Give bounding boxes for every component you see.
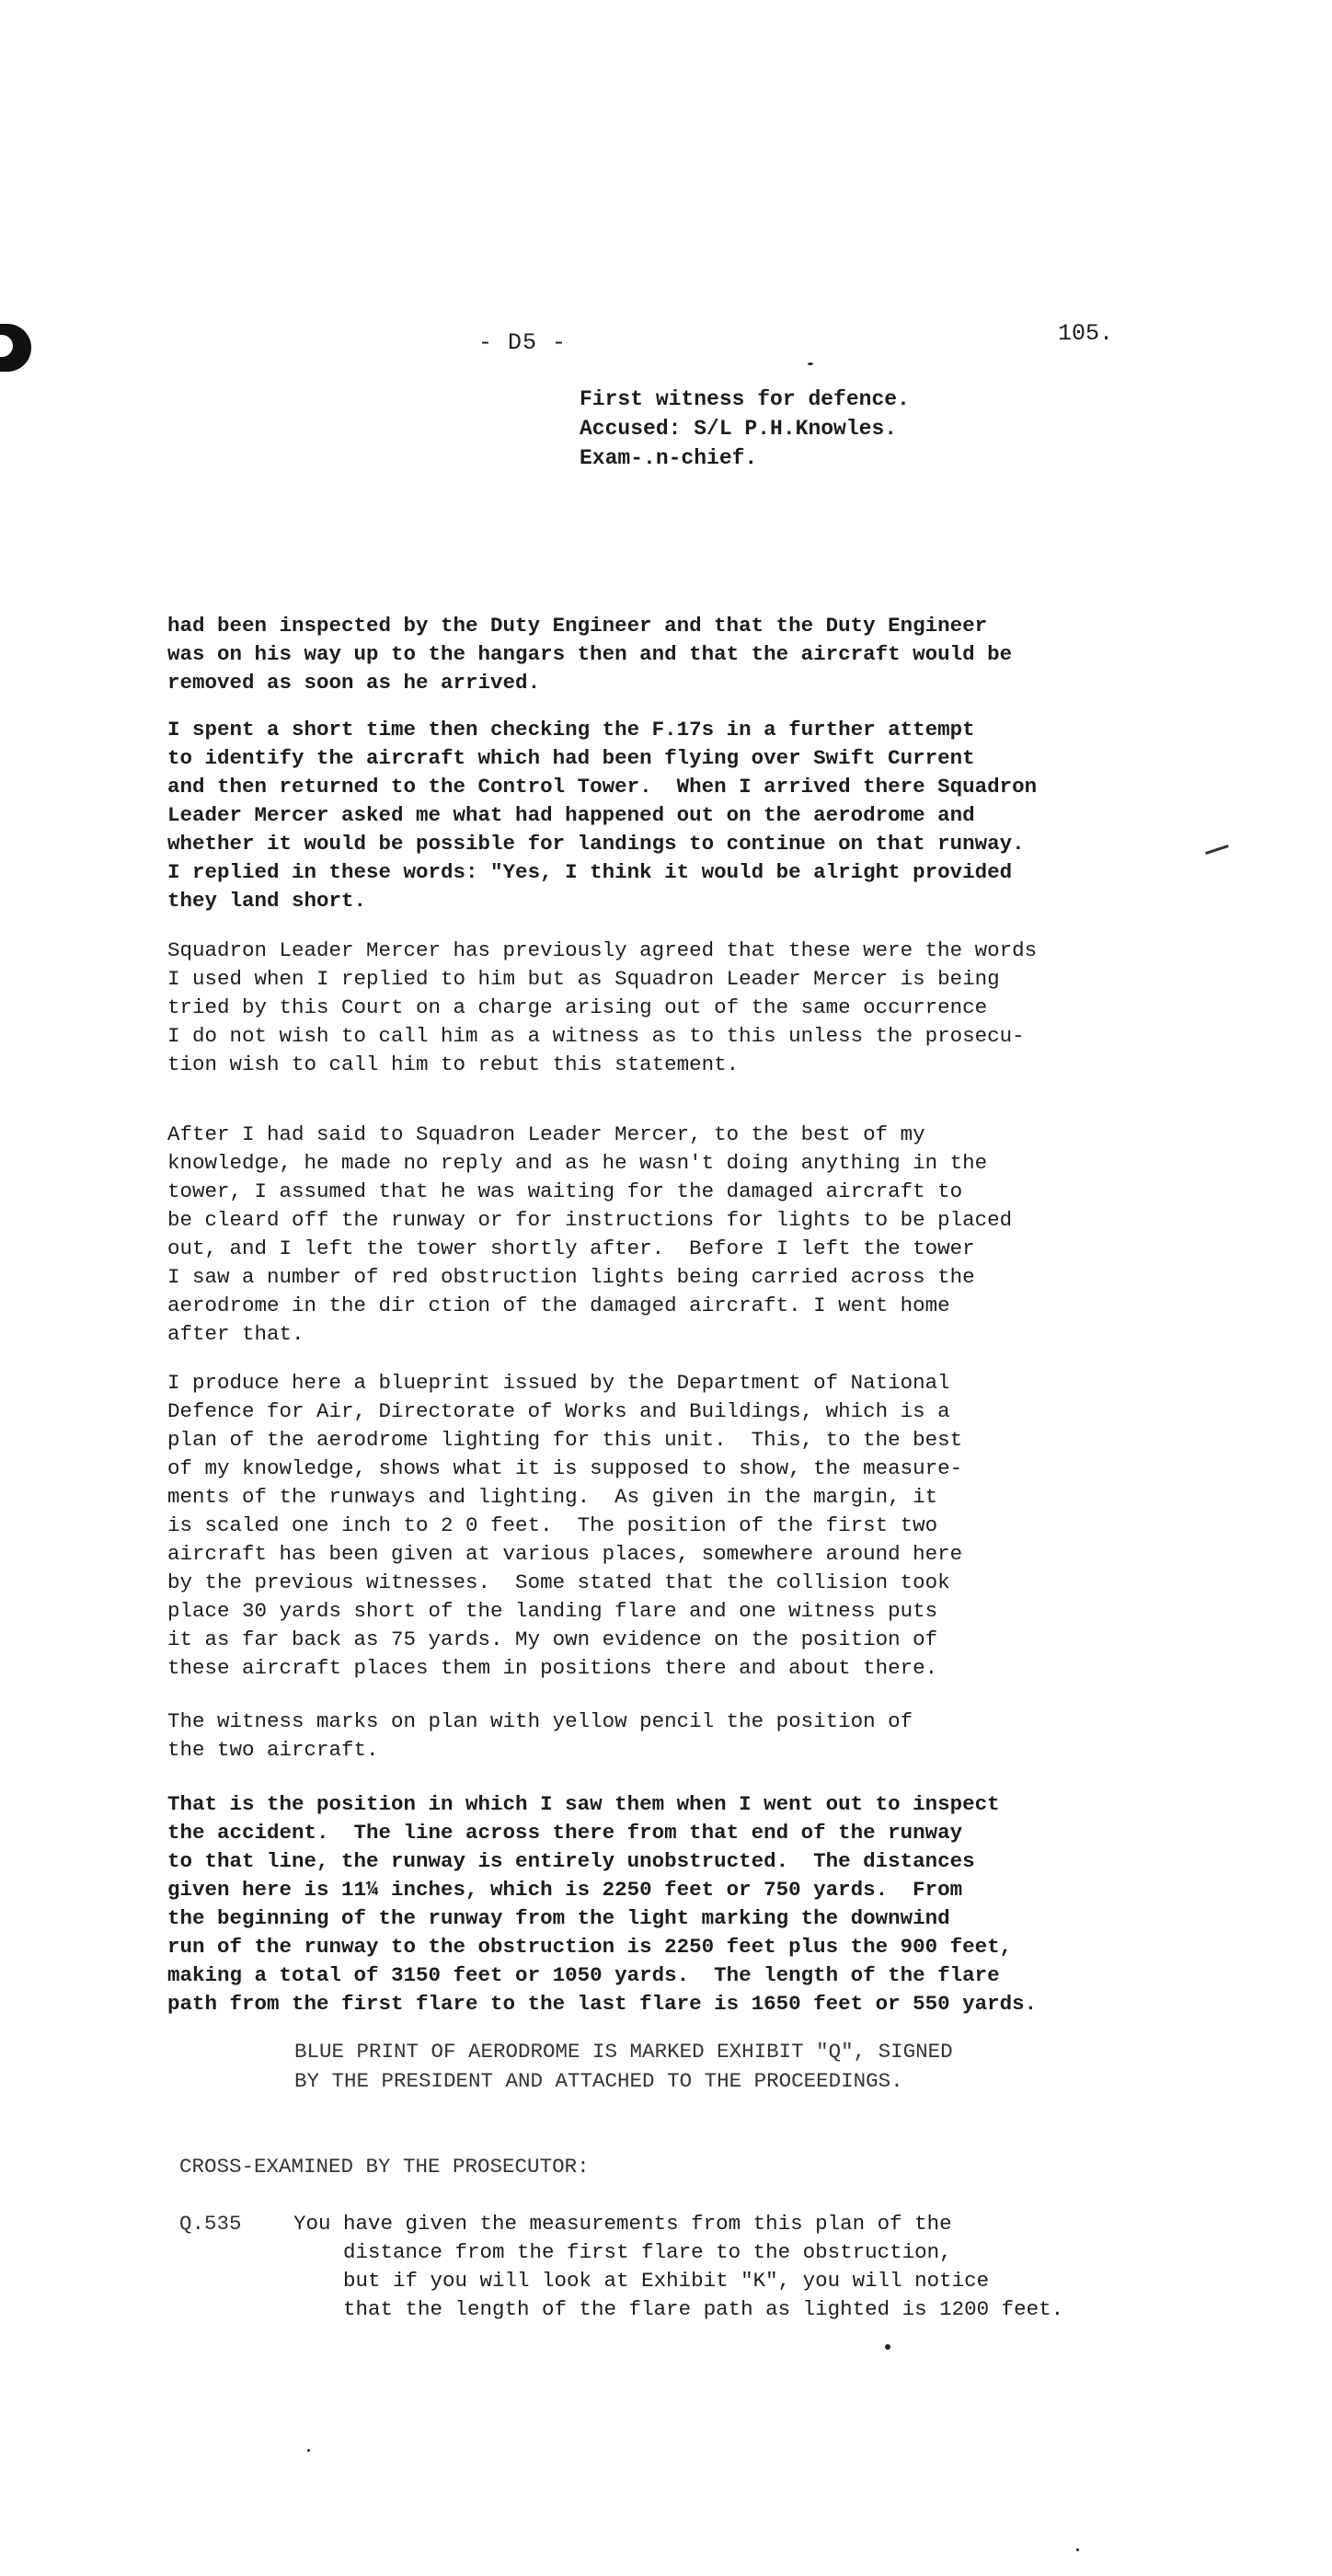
heading-line-exam: Exam-.n-chief. <box>580 446 758 470</box>
paragraph-blueprint: I produce here a blueprint issued by the Department of National Defence for Air, Directorate of Works and Buildings, which is a plan of the aerodrome lighting for this unit. This, to the best of my knowledge, shows what it is supposed to show, the measure- ments of the runways and lighting. As given in the margin, it is scaled one inch to 2 0 feet. The position of the first two aircraft has been given at various places, somewhere around here by the previous witnesses. Some stated that the collision took place 30 yards short of the landing flare and one witness puts it as far back as 75 yards. My own evidence on the position of these aircraft places them in positions there and about there. <box>167 1371 963 1680</box>
witness-heading <box>580 385 910 473</box>
ink-speck <box>808 362 813 365</box>
question-text: You have given the measurements from this plan of the distance from the first flare to the obstruction, but if you will look at Exhibit "K", you will notice that the length of the flare path as lighted is 1200 feet. <box>293 2212 1064 2321</box>
page-label: - D5 - <box>478 329 568 356</box>
folio-number: 105. <box>1058 320 1114 347</box>
pen-stroke-mark <box>1205 845 1229 855</box>
paragraph-duty-engineer: had been inspected by the Duty Engineer and that the Duty Engineer was on his way up to the hangars then and that the aircraft would be removed as soon as he arrived. <box>167 614 1013 695</box>
ink-speck <box>885 2344 890 2350</box>
ink-speck <box>1076 2548 1079 2551</box>
question-number: Q.535 <box>179 2212 242 2236</box>
cross-examination-heading: CROSS-EXAMINED BY THE PROSECUTOR: <box>179 2155 590 2179</box>
ink-speck <box>307 2449 310 2452</box>
paragraph-left-tower: After I had said to Squadron Leader Mercer, to the best of my knowledge, he made no reply and as he wasn't doing anything in the tower, I assumed that he was waiting for the damaged aircraft to be cleard off the runway or for instructions for lights to be placed out, and I left the tower shortly after. Before I left the tower I saw a number of red obstruction lights being carried across the aerodrome in the dir ction of the damaged aircraft. I went home after that. <box>167 1122 1013 1346</box>
paragraph-control-tower: I spent a short time then checking the F.17s in a further attempt to identify the aircraft which had been flying over Swift Current and then returned to the Control Tower. When I arrived there Squadron Leader Mercer asked me what had happened out on the aerodrome and whether it would be possible for landings to continue on that runway. I replied in these words: "Yes, I think it would be alright provided they land short. <box>167 718 1038 913</box>
heading-line-accused: Accused: S/L P.H.Knowles. <box>580 417 898 441</box>
paragraph-distances: That is the position in which I saw them when I went out to inspect the accident. The line across there from that end of the runway to that line, the runway is entirely unobstructed. The distances given here is 11¼ inches, which is 2250 feet or 750 yards. From the beginning of the runway from the light marking the downwind run of the runway to the obstruction is 2250 feet plus the 900 feet, making a total of 3150 feet or 1050 yards. The length of the flare path from the first flare to the last flare is 1650 feet or 550 yards. <box>167 1792 1038 2016</box>
paragraph-witness-marks: The witness marks on plan with yellow pencil the position of the two aircraft. <box>167 1709 913 1762</box>
heading-line-witness: First witness for defence. <box>580 387 910 411</box>
exhibit-note: BLUE PRINT OF AERODROME IS MARKED EXHIBIT "Q", SIGNED BY THE PRESIDENT AND ATTACHED TO THE PROCEEDINGS. <box>294 2040 953 2093</box>
paragraph-mercer-agreement: Squadron Leader Mercer has previously agreed that these were the words I used when I replied to him but as Squadron Leader Mercer is being tried by this Court on a charge arising out of the same occurrence I do not wish to call him as a witness as to this unless the prosecu- tion wish to call him to rebut this statement. <box>167 938 1038 1076</box>
